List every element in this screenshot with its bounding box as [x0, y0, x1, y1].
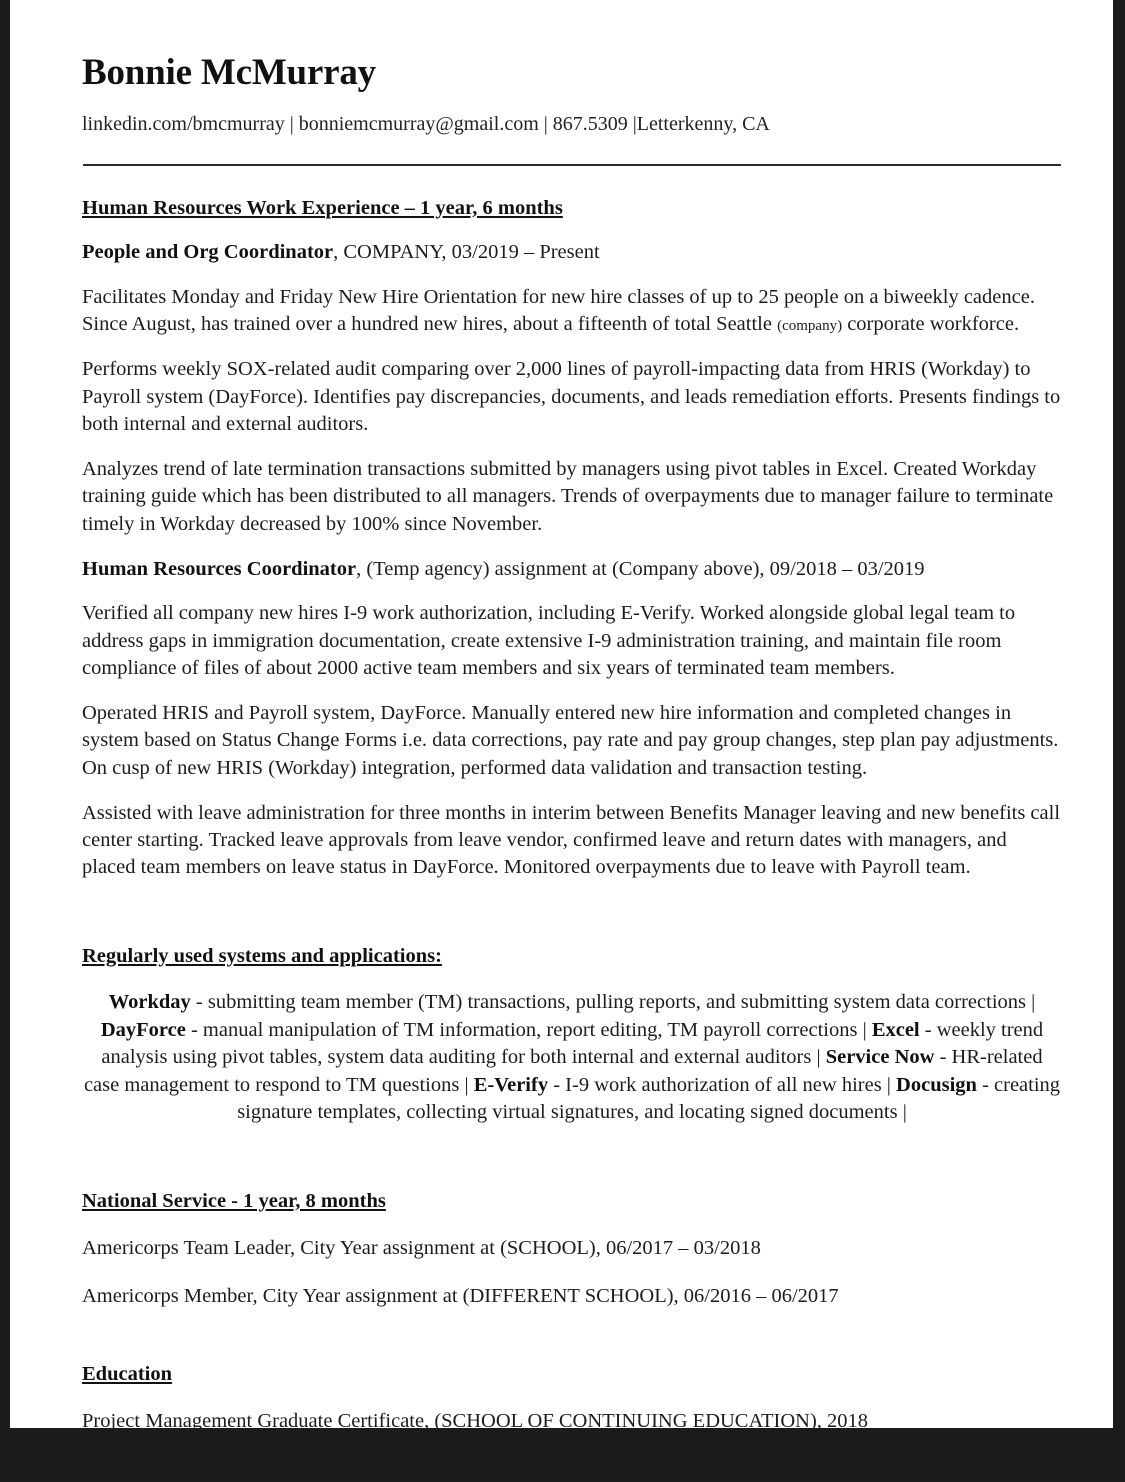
job-meta-1: , COMPANY, 03/2019 – Present — [333, 241, 600, 264]
candidate-name: Bonnie McMurray — [82, 52, 376, 93]
job-1-bullet-1-pre: Facilitates Monday and Friday New Hire Orientation for new hire classes of up to 25 people on a biweekly cadence. Since August, has trained over a hundred new hires, about a fifteenth of total Seattle — [82, 285, 1035, 336]
job-2-bullet-3: Assisted with leave administration for three months in interim between Benefits Manager leaving and new benefits call center starting. Tracked leave approvals from leave vendor, confirmed leave and return dates with managers, and placed team members on leave status in DayForce. Monitored overpayments due to leave with Payroll team. — [82, 801, 1061, 879]
job-2-bullet-2: Operated HRIS and Payroll system, DayForce. Manually entered new hire information and completed changes in system based on Status Change Forms i.e. data corrections, pay rate and pay group changes, step plan pay adjustments. On cusp of new HRIS (Workday) integration, performed data validation and transaction testing. — [82, 702, 1059, 779]
system-desc-3: - HR-related case management to respond to TM questions | — [83, 1046, 1043, 1096]
job-role-2: Human Resources Coordinator — [82, 557, 357, 580]
job-title-line-1 — [82, 221, 1062, 266]
job-meta-2: , (Temp agency) assignment at (Company above), 09/2018 – 03/2019 — [356, 557, 925, 580]
job-role-1: People and Org Coordinator — [82, 241, 334, 264]
system-desc-0: - submitting team member (TM) transactions, pulling reports, and submitting system data corrections | — [190, 991, 1036, 1014]
spacer-before-systems — [82, 882, 1062, 922]
resume-page — [10, 0, 1113, 1480]
spacer-before-national-service — [82, 1127, 1062, 1167]
header-divider — [83, 164, 1061, 166]
contact-line: linkedin.com/bmcmurray | bonniemcmurray@gmail.com | 867.5309 |Letterkenny, CA — [82, 112, 770, 135]
system-desc-2: - weekly trend analysis using pivot tables, system data auditing for both internal and external auditors | — [101, 1018, 1044, 1069]
system-desc-1: - manual manipulation of TM information, report editing, TM payroll corrections | — [185, 1018, 872, 1041]
section-heading-systems: Regularly used systems and applications: — [82, 944, 442, 967]
national-service-entry-2: Americorps Member, City Year assignment at (DIFFERENT SCHOOL), 06/2016 – 06/2017 — [82, 1284, 839, 1307]
system-name-3: Service Now — [825, 1046, 935, 1069]
spacer-before-education — [82, 1310, 1062, 1340]
job-1-bullet-3: Analyzes trend of late termination transactions submitted by managers using pivot tables in Excel. Created Workday training guide which has been distributed to all managers. Trends of overpayments due to manager failure to terminate timely in Workday decreased by 100% since November. — [82, 458, 1054, 535]
system-name-4: E-Verify — [473, 1073, 549, 1096]
job-1-bullet-1-small: (company) — [777, 318, 843, 335]
section-heading-national-service: National Service - 1 year, 8 months — [82, 1189, 386, 1212]
system-name-1: DayForce — [100, 1018, 186, 1041]
job-1-bullet-1 — [82, 266, 1062, 339]
resume-content — [82, 0, 1062, 1482]
system-name-2: Excel — [871, 1018, 920, 1041]
section-heading-education: Education — [82, 1362, 172, 1385]
job-2-bullet-1: Verified all company new hires I-9 work authorization, including E-Verify. Worked alongside global legal team to address gaps in immigration documentation, create extensive I-9 administration training, and maintain file room compliance of files of about 2000 active team members and six years of terminated team members. — [82, 602, 1016, 679]
job-1-bullet-1-post: corporate workforce. — [842, 313, 1020, 336]
system-desc-5: - creating signature templates, collecting virtual signatures, and locating signed documents | — [237, 1073, 1061, 1124]
section-heading-experience: Human Resources Work Experience – 1 year, 6 months — [82, 196, 563, 219]
systems-list — [82, 969, 1062, 1126]
job-1-bullet-2: Performs weekly SOX-related audit comparing over 2,000 lines of payroll-impacting data from HRIS (Workday) to Payroll system (DayForce). Identifies pay discrepancies, documents, and leads remediation efforts. Presents findings to both internal and external auditors. — [82, 358, 1061, 435]
education-entry-1: Project Management Graduate Certificate, (SCHOOL OF CONTINUING EDUCATION), 2018 — [82, 1410, 869, 1433]
system-name-0: Workday — [108, 991, 191, 1014]
system-name-5: Docusign — [896, 1073, 977, 1096]
system-desc-4: - I-9 work authorization of all new hires | — [548, 1073, 897, 1096]
job-title-line-2 — [82, 538, 1062, 583]
education-entry-2: Bachelor of Arts (B.A.) in Human Development, (STATE SCHOOL), 2012-2016 — [82, 1457, 748, 1480]
national-service-entry-1: Americorps Team Leader, City Year assignment at (SCHOOL), 06/2017 – 03/2018 — [82, 1237, 761, 1260]
